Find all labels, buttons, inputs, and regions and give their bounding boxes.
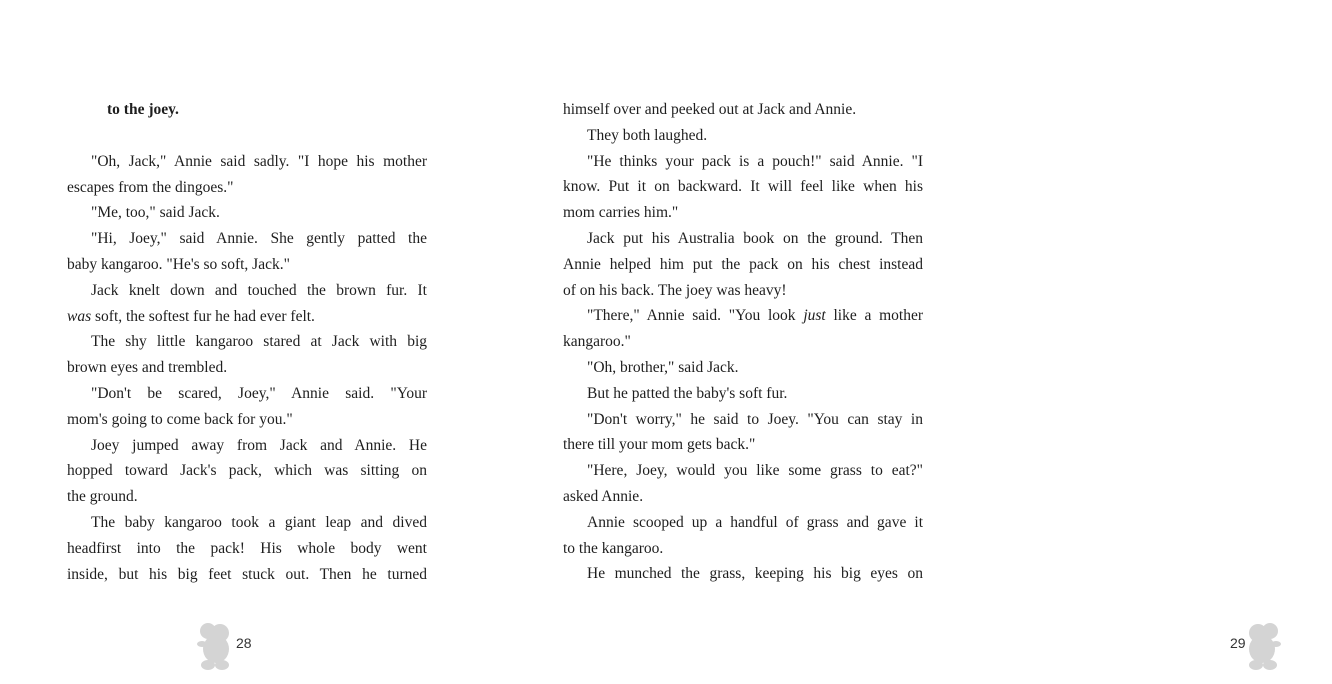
text-line: They both laughed.: [587, 126, 708, 144]
text-line: Joey jumped away from Jack and Annie. He: [91, 436, 427, 454]
text-line: "Me, too," said Jack.: [91, 204, 220, 222]
italic-word: was: [67, 307, 92, 325]
page-number-left: [196, 622, 296, 670]
text-line: hopped toward Jack's pack, which was sitting on: [67, 462, 427, 480]
koala-icon: [1242, 622, 1282, 670]
text-line: "Hi, Joey," said Annie. She gently patted the: [91, 230, 427, 248]
text-line: "He thinks your pack is a pouch!" said Annie. "I: [587, 152, 923, 170]
right-page: [494, 0, 1246, 684]
text-line: "Oh, brother," said Jack.: [587, 358, 739, 376]
text-line: escapes from the dingoes.": [67, 178, 234, 196]
text-line: baby kangaroo. "He's so soft, Jack.": [67, 255, 290, 273]
text-line: The baby kangaroo took a giant leap and dived: [91, 513, 427, 531]
text-line: Annie helped him put the pack on his chest instead: [563, 255, 923, 273]
left-page-text: [67, 97, 427, 587]
page-number: 28: [236, 635, 252, 651]
text-line: Annie scooped up a handful of grass and gave it: [587, 513, 923, 531]
text-line: know. Put it on backward. It will feel like when his: [563, 178, 923, 196]
text-line: "Don't worry," he said to Joey. "You can stay in: [587, 410, 923, 428]
koala-icon: [196, 622, 236, 670]
text-line: Jack knelt down and touched the brown fur. It: [91, 281, 427, 299]
text-fragment: "There," Annie said. "You look: [587, 307, 796, 325]
text-line: to the joey.: [107, 101, 179, 118]
left-page: [0, 0, 494, 684]
text-line: headfirst into the pack! His whole body went: [67, 539, 427, 557]
text-line: mom's going to come back for you.": [67, 410, 293, 428]
text-line: himself over and peeked out at Jack and Annie.: [563, 101, 857, 118]
right-page-text: [563, 97, 923, 587]
text-line: kangaroo.": [563, 333, 631, 351]
text-line: brown eyes and trembled.: [67, 359, 228, 377]
text-line: [67, 304, 427, 330]
page-number-right: [1232, 622, 1332, 670]
text-line: Jack put his Australia book on the ground. Then: [587, 229, 923, 247]
text-line: The shy little kangaroo stared at Jack with big: [91, 333, 427, 351]
text-line: there till your mom gets back.": [563, 436, 756, 454]
text-line: the ground.: [67, 488, 138, 506]
text-line: mom carries him.": [563, 204, 679, 222]
text-line: [563, 303, 923, 329]
text-line: of on his back. The joey was heavy!: [563, 281, 787, 299]
text-line: But he patted the baby's soft fur.: [587, 384, 788, 402]
text-line: "Here, Joey, would you like some grass to eat?": [587, 462, 923, 480]
italic-word: just: [803, 307, 826, 325]
text-line: asked Annie.: [563, 487, 644, 505]
text-line: inside, but his big feet stuck out. Then he turned: [67, 565, 427, 583]
text-line: He munched the grass, keeping his big eyes on: [587, 565, 923, 583]
text-line: "Oh, Jack," Annie said sadly. "I hope his mother: [91, 152, 427, 170]
text-line: to the kangaroo.: [563, 539, 664, 557]
text-fragment: like a mother: [833, 307, 923, 325]
text-fragment: soft, the softest fur he had ever felt.: [95, 307, 315, 325]
page-number: 29: [1230, 635, 1246, 651]
text-line: "Don't be scared, Joey," Annie said. "Your: [91, 384, 427, 402]
